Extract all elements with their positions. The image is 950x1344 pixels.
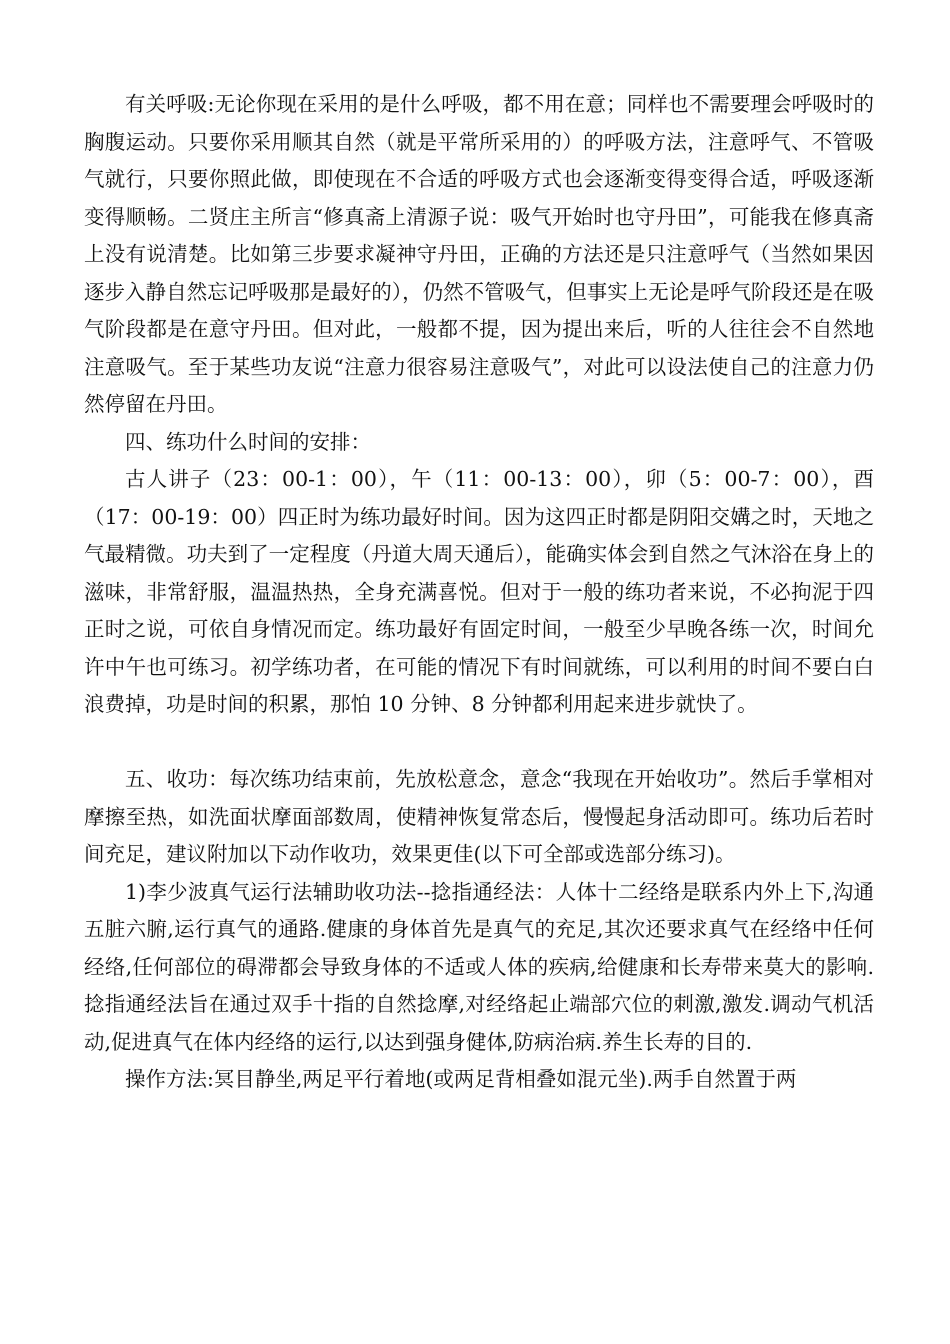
paragraph-practice-time: 古人讲子（23：00-1：00），午（11：00-13：00），卯（5：00-7：00），酉（17：00-19：00）四正时为练功最好时间。因为这四正时都是阴阳交媾之时，天地之气最精微。功夫到了一定程度（丹道大周天通后），能确实体会到自然之气沐浴在身上的滋味，非常舒服，温温热热，全身充满喜悦。但对于一般的练功者来说，不必拘泥于四正时之说，可依自身情况而定。练功最好有固定时间，一般至少早晚各练一次，时间允许中午也可练习。初学练功者，在可能的情况下有时间就练，可以利用的时间不要白白浪费掉，功是时间的积累，那怕 10 分钟、8 分钟都利用起来进步就快了。 [84,467,874,716]
document-page [84,86,874,1099]
paragraph-breathing: 有关呼吸:无论你现在采用的是什么呼吸，都不用在意；同样也不需要理会呼吸时的胸腹运动。只要你采用顺其自然（就是平常所采用的）的呼吸方法，注意呼气、不管吸气就行，只要你照此做，即使现在不合适的呼吸方式也会逐渐变得变得合适，呼吸逐渐变得顺畅。二贤庄主所言“修真斋上清源子说：吸气开始时也守丹田”，可能我在修真斋上没有说清楚。比如第三步要求凝神守丹田，正确的方法还是只注意呼气（当然如果因逐步入静自然忘记呼吸那是最好的），仍然不管吸气，但事实上无论是呼气阶段还是在吸气阶段都是在意守丹田。但对此，一般都不提，因为提出来后，听的人往往会不自然地注意吸气。至于某些功友说“注意力很容易注意吸气”，对此可以设法使自己的注意力仍然停留在丹田。 [84,92,874,416]
paragraph-finger-method: 1)李少波真气运行法辅助收功法--捻指通经法：人体十二经络是联系内外上下,沟通五脏六腑,运行真气的通路.健康的身体首先是真气的充足,其次还要求真气在经络中任何经络,任何部位的碍滞都会导致身体的不适或人体的疾病,给健康和长寿带来莫大的影响.捻指通经法旨在通过双手十指的自然捻摩,对经络起止端部穴位的刺激,激发.调动气机活动,促进真气在体内经络的运行,以达到强身健体,防病治病.养生长寿的目的. [84,879,874,1054]
paragraph-closing-exercise: 五、收功：每次练功结束前，先放松意念，意念“我现在开始收功”。然后手掌相对摩擦至热，如洗面状摩面部数周，使精神恢复常态后，慢慢起身活动即可。练功后若时间充足，建议附加以下动作收功，效果更佳(以下可全部或选部分练习)。 [84,767,874,866]
paragraph-operation-method: 操作方法:冥目静坐,两足平行着地(或两足背相叠如混元坐).两手自然置于两 [125,1067,797,1091]
heading-practice-time: 四、练功什么时间的安排： [125,429,371,454]
paragraph-gap [84,724,874,762]
